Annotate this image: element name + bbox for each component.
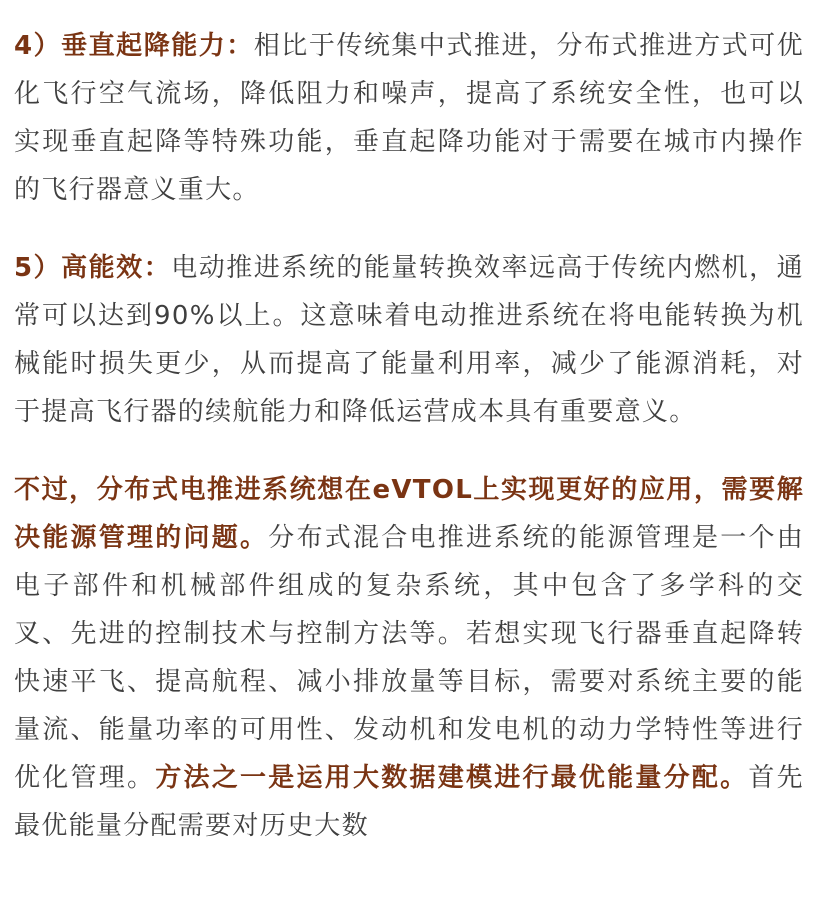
paragraph-text: 分布式混合电推进系统的能源管理是一个由电子部件和机械部件组成的复杂系统，其中包含了多学科的交叉、先进的控制技术与控制方法等。若想实现飞行器垂直起降转快速平飞、提高航程、减小排放量等目标，需要对系统主要的能量流、能量功率的可用性、发动机和发电机的动力学特性等进行优化管理。 bbox=[14, 523, 804, 793]
paragraph-text: 相比于传统集中式推进，分布式推进方式可优化飞行空气流场，降低阻力和噪声，提高了系统安全性，也可以实现垂直起降等特殊功能，垂直起降功能对于需要在城市内操作的飞行器意义重大。 bbox=[14, 31, 804, 205]
highlight-heading: 不过，分布式电推进系统想在eVTOL上实现更好的应用，需要解决能源管理的问题。 bbox=[14, 475, 804, 553]
paragraph-text-continued: 首先最优能量分配需要对历史大数 bbox=[14, 763, 804, 841]
highlight-heading: 5）高能效： bbox=[14, 253, 172, 283]
article-body bbox=[14, 22, 804, 880]
highlight-heading: 4）垂直起降能力： bbox=[14, 31, 254, 61]
paragraph-vtol bbox=[14, 22, 804, 214]
paragraph-energy-management bbox=[14, 466, 804, 850]
paragraph-text: 电动推进系统的能量转换效率远高于传统内燃机，通常可以达到90%以上。这意味着电动推进系统在将电能转换为机械能时损失更少，从而提高了能量利用率，减少了能源消耗，对于提高飞行器的续航能力和降低运营成本具有重要意义。 bbox=[14, 253, 804, 427]
highlight-inline: 方法之一是运用大数据建模进行最优能量分配。 bbox=[155, 763, 749, 793]
paragraph-efficiency bbox=[14, 244, 804, 436]
